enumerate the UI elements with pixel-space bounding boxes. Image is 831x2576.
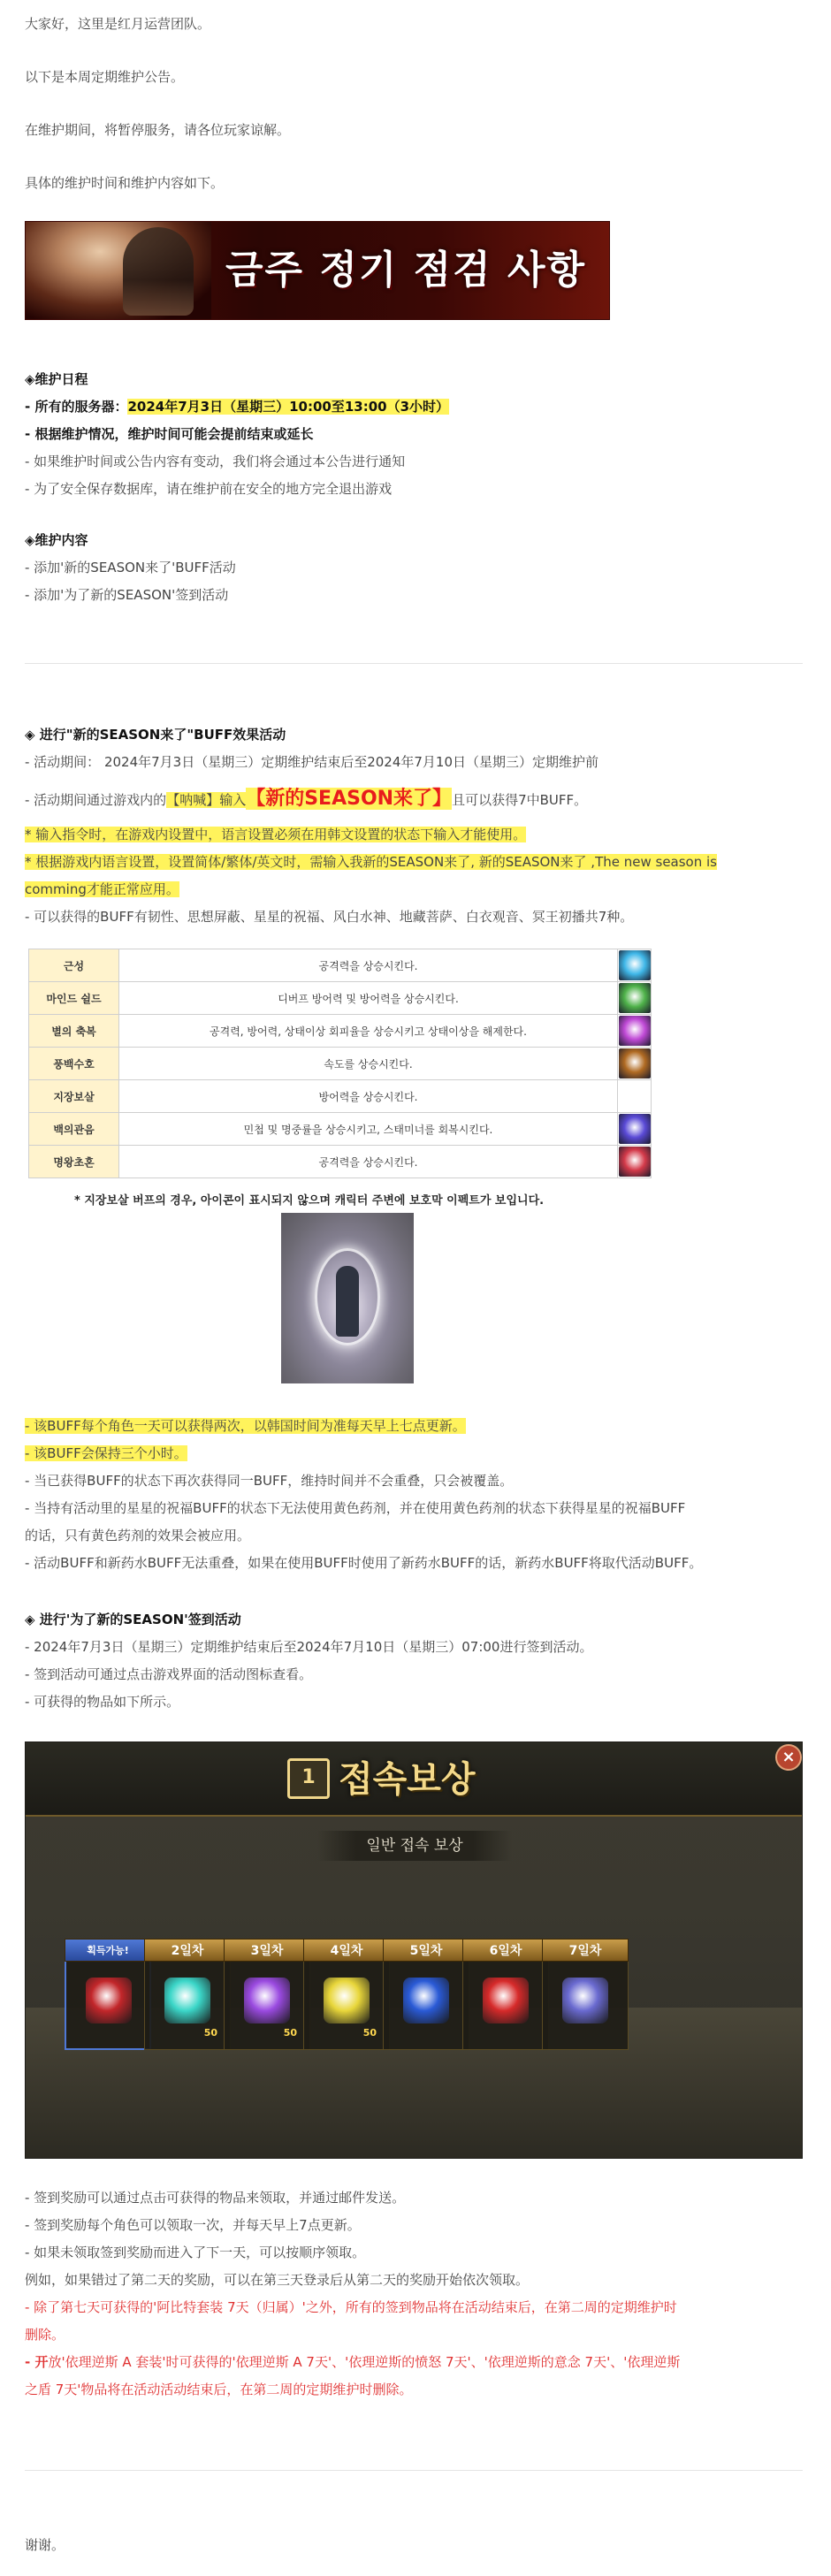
blue-figure-buff-icon: [619, 1114, 651, 1144]
deletion-warning-text: 放'依理逆斯 A 套装'时可获得的'依理逆斯 A 7天'、'依理逆斯的愤怒 7天'、'依理逆斯的意念 7天'、'依理逆斯: [48, 2354, 681, 2370]
language-note: * 输入指令时，在游戏内设置中，语言设置必须在用韩文设置的状态下输入才能使用。: [25, 827, 527, 842]
close-icon[interactable]: ×: [775, 1744, 802, 1771]
buff-event-heading: ◈ 进行"新的SEASON来了"BUFF效果活动: [25, 727, 286, 743]
reward-info: - 签到奖励可以通过点击可获得的物品来领取，并通过邮件发送。: [25, 2190, 406, 2206]
buff-howto-command: 【呐喊】输入: [166, 792, 247, 808]
buff-name: 지장보살: [29, 1080, 119, 1113]
reward-slot-label: 7일차: [542, 1939, 629, 1962]
schedule-heading: ◈维护日程: [25, 371, 88, 387]
buff-rule: - 该BUFF每个角色一天可以获得两次，以韩国时间为准每天早上七点更新。: [25, 1418, 466, 1434]
purple-syringe-icon: [244, 1978, 290, 2023]
buff-row: [29, 982, 652, 1015]
deletion-warning: 删除。: [25, 2327, 65, 2343]
buff-rule-highlight: [25, 1440, 187, 1467]
reward-slot-body: [542, 1962, 629, 2050]
buff-name: 근성: [29, 949, 119, 982]
reward-panel-title: 접속보상: [339, 1759, 476, 1800]
reward-slot-label: 2일차: [144, 1939, 231, 1962]
schedule-note: - 为了安全保存数据库，请在维护前在安全的地方完全退出游戏: [25, 481, 393, 497]
buff-name: 명왕초혼: [29, 1146, 119, 1178]
reward-panel-subtitle: 일반 접속 보상: [317, 1831, 512, 1861]
reward-slot-label: 6일차: [462, 1939, 549, 1962]
buff-row: [29, 949, 652, 982]
item-count: 50: [362, 2027, 377, 2039]
intro-text: 在维护期间，将暂停服务，请各位玩家谅解。: [25, 122, 291, 138]
buff-howto-post: 且可以获得7中BUFF。: [452, 792, 588, 808]
reward-slot-label: 3일차: [224, 1939, 310, 1962]
reward-info: - 签到奖励每个角色可以领取一次，并每天早上7点更新。: [25, 2217, 361, 2233]
thanks-text: 谢谢。: [25, 2537, 65, 2553]
buff-rule: - 当已获得BUFF的状态下再次获得同一BUFF，维持时间并不会重叠，只会被覆盖。: [25, 1473, 514, 1489]
blue-medal-icon: [403, 1978, 449, 2023]
reward-slot-label: 획득가능!: [65, 1939, 151, 1962]
intro-text: 以下是本周定期维护公告。: [25, 69, 185, 85]
checkin-line: - 2024年7月3日（星期三）定期维护结束后至2024年7月10日（星期三）07:00进行签到活动。: [25, 1639, 593, 1655]
maintenance-banner-image: [25, 221, 610, 320]
armor-set-icon: [562, 1978, 608, 2023]
item-count: 50: [283, 2027, 297, 2039]
red-gift-box-icon: [86, 1978, 132, 2023]
buff-row: [29, 1146, 652, 1178]
cyan-syringe-icon: [164, 1978, 210, 2023]
deletion-warning: [25, 2349, 680, 2376]
buff-icon-cell: [618, 1048, 652, 1080]
buff-name: 마인드 쉴드: [29, 982, 119, 1015]
may-end-early-line: - 根据维护情况，维护时间可能会提前结束或延长: [25, 426, 314, 442]
buff-description: 공격력을 상승시킨다.: [119, 1146, 618, 1178]
buff-name: 백의관음: [29, 1113, 119, 1146]
buff-howto-line: [25, 785, 587, 814]
buff-description: 공격력, 방어력, 상태이상 회피율을 상승시키고 상태이상을 해제한다.: [119, 1015, 618, 1048]
checkin-line: - 签到活动可通过点击游戏界面的活动图标查看。: [25, 1666, 313, 1682]
buff-row: [29, 1080, 652, 1113]
red-medal-icon: [483, 1978, 529, 2023]
reward-slot-body: [65, 1962, 151, 2050]
buff-description: 방어력을 상승시킨다.: [119, 1080, 618, 1113]
checkin-line: - 可获得的物品如下所示。: [25, 1694, 180, 1710]
wind-swirl-buff-icon: [619, 1048, 651, 1078]
reward-slot-body: [303, 1962, 390, 2050]
buff-rule: - 该BUFF会保持三个小时。: [25, 1445, 187, 1461]
buff-icon-cell: [618, 949, 652, 982]
buff-howto-phrase: 【新的SEASON来了】: [246, 788, 453, 810]
buff-rule-highlight: [25, 1413, 466, 1440]
buff-row: [29, 1048, 652, 1080]
buff-description: 디버프 방어력 및 방어력을 상승시킨다.: [119, 982, 618, 1015]
buff-row: [29, 1113, 652, 1146]
all-servers-label: - 所有的服务器：: [25, 399, 128, 415]
language-note: comming才能正常应用。: [25, 881, 179, 897]
banner-character-figure: [123, 227, 194, 316]
buff-name: 별의 축복: [29, 1015, 119, 1048]
reward-slot-day-2[interactable]: [144, 1939, 231, 2052]
star-blessing-buff-icon: [619, 1016, 651, 1046]
reward-slot-day-4[interactable]: [303, 1939, 390, 2052]
green-spiral-buff-icon: [619, 983, 651, 1013]
buff-rule: 的话，只有黄色药剂的效果会被应用。: [25, 1528, 251, 1543]
buff-howto-pre: - 活动期间通过游戏内的: [25, 792, 167, 808]
reward-slot-label: 4일차: [303, 1939, 390, 1962]
content-heading: ◈维护内容: [25, 532, 88, 548]
reward-slot-body: [462, 1962, 549, 2050]
greeting-text: 大家好，这里是红月运营团队。: [25, 16, 211, 32]
deletion-warning: 之盾 7天'物品将在活动活动结束后，在第二周的定期维护时删除。: [25, 2382, 413, 2397]
calendar-icon: 1: [287, 1758, 330, 1799]
buff-rule: - 活动BUFF和新药水BUFF无法重叠，如果在使用BUFF时使用了新药水BUFF的话，新药水BUFF将取代活动BUFF。: [25, 1555, 703, 1571]
reward-slot-label: 5일차: [383, 1939, 469, 1962]
reward-slot-day-6[interactable]: [462, 1939, 549, 2052]
checkin-event-heading: ◈ 进行'为了新的SEASON'签到活动: [25, 1612, 241, 1627]
buff-event-period: - 活动期间： 2024年7月3日（星期三）定期维护结束后至2024年7月10日（星期三）定期维护前: [25, 754, 599, 770]
content-item: - 添加'为了新的SEASON'签到活动: [25, 587, 229, 603]
buff-icon-cell: [618, 1113, 652, 1146]
red-fire-buff-icon: [619, 1147, 651, 1177]
buff-highlight-note: [25, 876, 179, 903]
buff-icon-cell: [618, 982, 652, 1015]
buff-description: 속도를 상승시킨다.: [119, 1048, 618, 1080]
character-figure: [336, 1266, 359, 1337]
shield-effect-screenshot: [281, 1213, 414, 1383]
buff-highlight-note: [25, 821, 526, 849]
buff-table: [28, 949, 652, 1178]
reward-slot-day-5[interactable]: [383, 1939, 469, 2052]
buff-name: 풍백수호: [29, 1048, 119, 1080]
buff-icon-cell: [618, 1080, 652, 1113]
buff-available-line: - 可以获得的BUFF有韧性、思想屏蔽、星星的祝福、风白水神、地藏菩萨、白衣观音、冥王初播共7种。: [25, 909, 634, 925]
buff-row: [29, 1015, 652, 1048]
reward-info: 例如，如果错过了第二天的奖励，可以在第三天登录后从第二天的奖励开始依次领取。: [25, 2272, 530, 2288]
buff-description: 민첩 및 명중률을 상승시키고, 스태미너를 회복시킨다.: [119, 1113, 618, 1146]
buff-highlight-note: [25, 849, 717, 876]
login-reward-panel: [25, 1741, 803, 2159]
empty-buff-icon: [619, 1081, 651, 1111]
all-servers-line: [25, 393, 449, 421]
deletion-warning: - 除了第七天可获得的'阿比特套装 7天（归属）'之外，所有的签到物品将在活动结束后，在第二周的定期维护时: [25, 2299, 677, 2315]
maintenance-time: 2024年7月3日（星期三）10:00至13:00（3小时）: [127, 399, 450, 415]
content-item: - 添加'新的SEASON来了'BUFF活动: [25, 560, 236, 575]
buff-rule: - 当持有活动里的星星的祝福BUFF的状态下无法使用黄色药剂，并在使用黄色药剂的状态下获得星星的祝福BUFF: [25, 1500, 686, 1516]
reward-slot-day-3[interactable]: [224, 1939, 310, 2052]
schedule-note: - 如果维护时间或公告内容有变动，我们将会通过本公告进行通知: [25, 453, 406, 469]
banner-title: 금주 정기 점검 사항: [225, 248, 586, 293]
buff-note: * 지장보살 버프의 경우, 아이콘이 표시되지 않으며 캐릭터 주변에 보호막 이펙트가 보입니다.: [74, 1194, 545, 1208]
buff-icon-cell: [618, 1146, 652, 1178]
language-note: * 根据游戏内语言设置，设置简体/繁体/英文时，需输入我新的SEASON来了, 新的SEASON来了 ,The new season is: [25, 854, 717, 870]
yellow-syringe-icon: [324, 1978, 370, 2023]
intro-text: 具体的维护时间和维护内容如下。: [25, 175, 225, 191]
reward-slot-day-1[interactable]: [65, 1939, 151, 2052]
reward-slot-body: [144, 1962, 231, 2050]
reward-slot-day-7[interactable]: [542, 1939, 629, 2052]
divider: [25, 663, 803, 664]
up-arrow-buff-icon: [619, 950, 651, 980]
item-count: 50: [203, 2027, 217, 2039]
deletion-warning-prefix: - 开: [25, 2354, 49, 2370]
reward-info: - 如果未领取签到奖励而进入了下一天，可以按顺序领取。: [25, 2244, 366, 2260]
divider: [25, 2470, 803, 2471]
reward-slot-body: [224, 1962, 310, 2050]
buff-description: 공격력을 상승시킨다.: [119, 949, 618, 982]
reward-slot-body: [383, 1962, 469, 2050]
buff-icon-cell: [618, 1015, 652, 1048]
